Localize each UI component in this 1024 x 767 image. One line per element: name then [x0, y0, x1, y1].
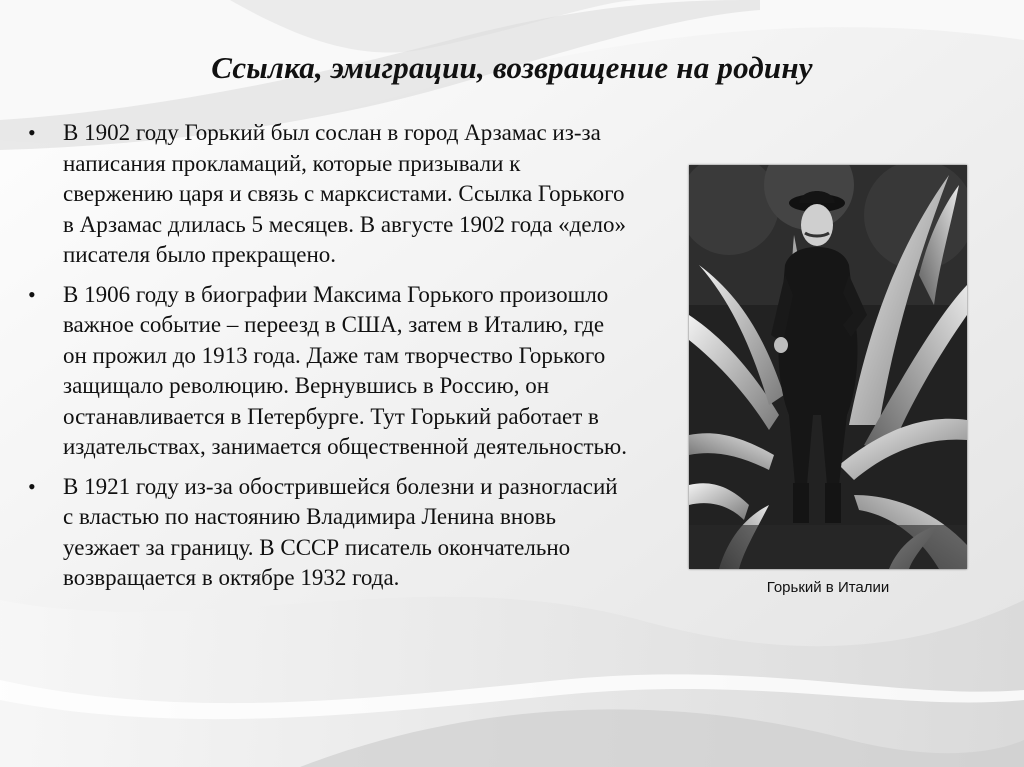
- bullet-item: [28, 280, 628, 463]
- bullet-item: [28, 472, 628, 594]
- bullet-dot: •: [28, 473, 36, 499]
- bullet-dot: •: [28, 120, 36, 145]
- bullet-text: В 1902 году Горький был сослан в город Арзамас из-за написания прокламаций, которые призывали к свержению царя и связь с марксистами. Ссылка Горького в Арзамас длилась 5 месяцев. В августе 1902 года «дело» писателя было прекращено.: [63, 120, 627, 267]
- bullet-text: В 1921 году из-за обострившейся болезни и разногласий с властью по настоянию Владимира Ленина вновь уезжает за границу. В СССР писатель окончательно возвращается в октябре 1932 года.: [63, 473, 618, 590]
- bullet-dot: •: [28, 281, 36, 307]
- bullet-text: В 1906 году в биографии Максима Горького произошло важное событие – переезд в США, затем в Италию, где он прожил до 1913 года. Даже там творчество Горького защищало революцию. Вернувшись в Россию, он останавливается в Петербурге. Тут Горький работает в издательствах, занимается общественной деятельностью.: [63, 281, 627, 459]
- photo-illustration: [689, 165, 967, 569]
- bullet-list: [28, 118, 628, 603]
- photo-caption: Горький в Италии: [766, 579, 890, 596]
- slide-title: Ссылка, эмиграции, возвращение на родину: [211, 50, 813, 85]
- bullet-item: [28, 118, 628, 271]
- photo-gorky-in-italy: [689, 165, 967, 569]
